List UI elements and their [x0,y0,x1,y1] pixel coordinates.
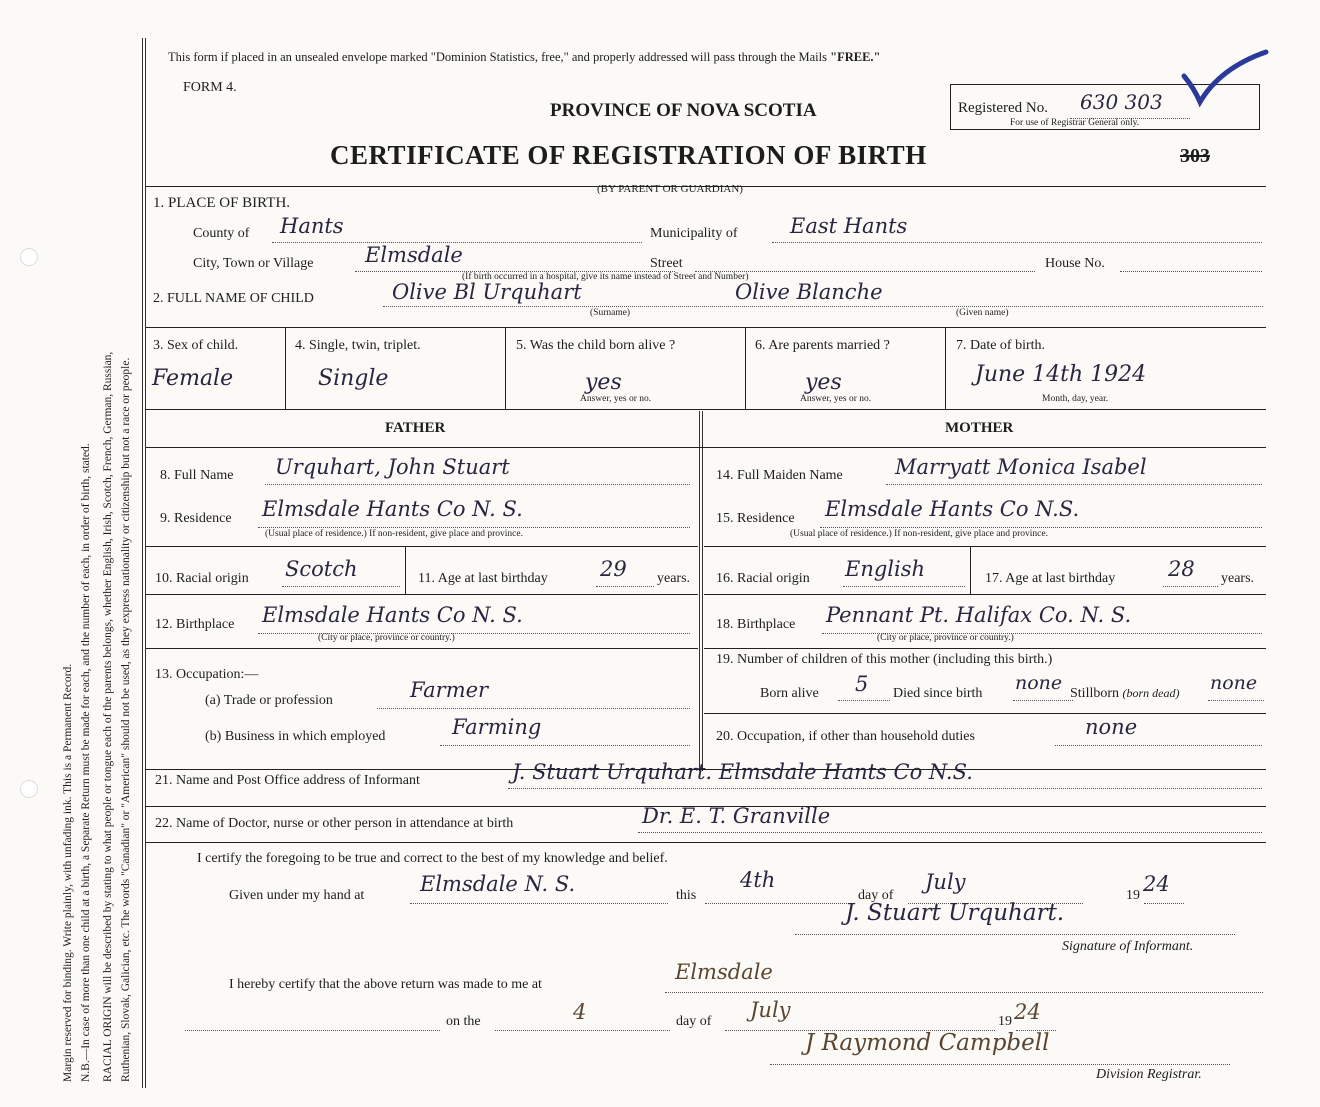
father-race-line [282,586,400,587]
divider [285,327,286,409]
trade-value: Farmer [410,678,489,702]
rule-f1 [146,546,698,547]
margin-note-3: RACIAL ORIGIN will be described by stating to what people or tongue each of the parents belongs, whether English, Irish, Scotch, French, German, Russian, [102,351,114,1082]
margin-note-2: N.B.—In case of more than one child at a birth, a Separate Return must be made for each, and the number of each, in order of birth, stated. [80,443,92,1082]
mail-notice-free: "FREE." [830,50,881,64]
mother-residence-note: (Usual place of residence.) If non-resident, give place and province. [790,529,1048,539]
hospital-note: (If birth occurred in a hospital, give its name instead of Street and Number) [462,272,749,282]
sex-value: Female [152,366,234,391]
informant-value: J. Stuart Urquhart. Elmsdale Hants Co N.S. [512,760,973,784]
parents-married-value: yes [805,370,842,395]
mother-birthplace: Pennant Pt. Halifax Co. N. S. [826,603,1132,627]
mail-notice-text: This form if placed in an unsealed envelope marked "Dominion Statistics, free," and properly addressed will pass through the Mails [168,50,831,64]
informant-signature: J. Stuart Urquhart. [845,900,1065,926]
municipality-label: Municipality of [650,226,738,241]
municipality-value: East Hants [790,214,908,238]
given-day-line [705,903,855,904]
rule-m1 [704,546,1266,547]
this-label: this [676,888,697,903]
given-place-line [410,903,668,904]
rule-4 [146,447,1266,448]
rule-2 [146,327,1266,328]
informant-line [508,788,1262,789]
child-name-label: 2. FULL NAME OF CHILD [153,291,314,306]
registrar-pre-line [185,1030,440,1031]
mother-residence-label: 15. Residence [716,511,795,526]
born-alive-count: 5 [855,672,869,696]
given-dayof-label: day of [858,888,894,903]
mother-birthplace-note: (City or place, province or country.) [877,633,1014,643]
registrar-signature-label: Division Registrar. [1096,1067,1202,1082]
rule-3 [146,409,1266,410]
child-name-line [383,306,1263,307]
rule-7 [146,842,1266,843]
divider [405,546,406,594]
father-birthplace-note: (City or place, province or country.) [318,633,455,643]
registrar-place-line [665,992,1263,993]
father-name: Urquhart, John Stuart [275,455,510,479]
given-place: Elmsdale N. S. [420,872,576,896]
mother-name-label: 14. Full Maiden Name [716,468,843,483]
father-residence-note: (Usual place of residence.) If non-resident, give place and province. [265,529,523,539]
street-label: Street [650,256,683,271]
surname-note: (Surname) [590,308,631,318]
business-line [440,745,690,746]
born-alive-label: 5. Was the child born alive ? [516,338,676,353]
born-alive-count-line [838,700,890,701]
trade-line [377,708,690,709]
sex-label: 3. Sex of child. [153,338,239,353]
informant-label: 21. Name and Post Office address of Informant [155,773,420,788]
father-name-line [265,484,690,485]
plurality-label: 4. Single, twin, triplet. [295,338,421,353]
rule-f3 [146,648,698,649]
city-label: City, Town or Village [193,256,314,271]
mother-residence: Elmsdale Hants Co N.S. [825,497,1080,521]
died-line [1013,700,1073,701]
occupation-label: 13. Occupation:— [155,667,259,682]
mail-notice [168,50,880,65]
mother-occupation: none [1085,715,1138,739]
father-birthplace: Elmsdale Hants Co N. S. [262,603,523,627]
father-residence-line [258,527,690,528]
registrar-signature-line [770,1064,1230,1065]
father-residence-label: 9. Residence [160,511,232,526]
rule-m2 [704,594,1266,595]
registrar-year: 24 [1014,1000,1041,1024]
rule-f2 [146,594,698,595]
registrar-month: July [750,998,791,1022]
mother-age-line [1163,586,1218,587]
father-birthplace-label: 12. Birthplace [155,617,235,632]
children-count-label: 19. Number of children of this mother (including this birth.) [716,652,1053,667]
mother-name: Marryatt Monica Isabel [895,455,1147,479]
registrar-signature: J Raymond Campbell [805,1030,1050,1056]
father-age: 29 [600,557,627,581]
father-heading: FATHER [385,420,446,436]
given-year-prefix: 19 [1126,888,1140,903]
divider [945,327,946,409]
certificate-title: CERTIFICATE OF REGISTRATION OF BIRTH [330,140,927,170]
stillborn-line [1208,700,1264,701]
died-value: none [1015,672,1063,694]
column-divider [699,411,703,771]
county-label: County of [193,226,250,241]
mother-race: English [845,557,926,581]
margin-note-1: Margin reserved for binding. Write plainly, with unfading ink. This is a Permanent Record. [62,663,74,1082]
registrar-on-label: on the [446,1014,481,1029]
margin-note-4: Ruthenian, Slovak, Galician, etc. The words "Canadian" or "American" should not be used, as they express nationality or citizenship but not a race or people. [120,357,132,1082]
header-rule [146,186,1266,187]
birth-date-note: Month, day, year. [1042,394,1109,404]
divider [745,327,746,409]
given-label: Given under my hand at [229,888,365,903]
registered-number: 630 303 [1080,90,1163,114]
binding-hole [20,780,38,798]
father-race-label: 10. Racial origin [155,571,249,586]
born-alive-count-label: Born alive [760,686,819,701]
given-year-line [1144,903,1184,904]
county-value: Hants [280,214,344,238]
registrar-note: For use of Registrar General only. [1010,118,1140,128]
registrar-year-prefix: 19 [998,1014,1012,1029]
mother-race-line [843,586,965,587]
province-heading: PROVINCE OF NOVA SCOTIA [550,100,817,121]
registrar-place: Elmsdale [675,960,773,984]
trade-label: (a) Trade or profession [205,693,333,708]
mother-years: years. [1221,571,1255,586]
certify-statement: I certify the foregoing to be true and correct to the best of my knowledge and belief. [197,851,668,866]
registrar-day-line [495,1030,670,1031]
father-race: Scotch [285,557,358,581]
rule-m4 [704,713,1266,714]
mother-name-line [886,484,1262,485]
rule-m3 [704,648,1266,649]
mother-age-label: 17. Age at last birthday [985,571,1116,586]
mother-occupation-label: 20. Occupation, if other than household duties [716,729,975,744]
divider [505,327,506,409]
stillborn-value: none [1210,672,1258,694]
mother-race-label: 16. Racial origin [716,571,810,586]
birth-date-label: 7. Date of birth. [956,338,1046,353]
registered-label: Registered No. [958,100,1048,116]
corner-number: 303 [1180,145,1210,167]
mother-occupation-line [1055,745,1262,746]
house-label: House No. [1045,256,1105,271]
given-year: 24 [1143,872,1170,896]
stillborn-note: (born dead) [1122,686,1180,700]
died-label: Died since birth [893,686,983,701]
business-label: (b) Business in which employed [205,729,386,744]
binding-hole [20,248,38,266]
doctor-value: Dr. E. T. Granville [642,804,831,828]
parents-married-note: Answer, yes or no. [800,394,872,404]
mother-residence-line [820,527,1262,528]
father-name-label: 8. Full Name [160,468,234,483]
certificate-subtitle: (BY PARENT OR GUARDIAN) [597,183,743,195]
plurality-value: Single [318,366,389,391]
child-given-name: Olive Blanche [735,280,883,304]
parents-married-label: 6. Are parents married ? [755,338,890,353]
divider [970,546,971,594]
business-value: Farming [452,715,542,739]
house-line [1120,271,1262,272]
stillborn-label [1070,686,1180,702]
given-day: 4th [740,868,776,892]
informant-signature-label: Signature of Informant. [1062,939,1194,954]
child-surname: Olive Bl Urquhart [392,280,582,304]
place-heading: 1. PLACE OF BIRTH. [153,195,291,211]
stillborn-text: Stillborn [1070,686,1120,701]
mother-birthplace-label: 18. Birthplace [716,617,796,632]
father-age-label: 11. Age at last birthday [418,571,548,586]
city-value: Elmsdale [365,243,463,267]
informant-signature-line [795,934,1235,935]
birth-date-value: June 14th 1924 [975,362,1147,387]
given-name-note: (Given name) [956,308,1009,318]
mother-age: 28 [1168,557,1195,581]
given-month: July [925,870,966,894]
father-residence: Elmsdale Hants Co N. S. [262,497,523,521]
father-age-line [596,586,654,587]
form-number: FORM 4. [183,80,237,95]
registrar-day: 4 [573,1000,587,1024]
father-years: years. [657,571,691,586]
doctor-line [638,832,1262,833]
born-alive-note: Answer, yes or no. [580,394,652,404]
checkmark-icon [1180,48,1270,110]
mother-heading: MOTHER [945,420,1014,436]
born-alive-value: yes [585,370,622,395]
binding-border [142,38,146,1088]
doctor-label: 22. Name of Doctor, nurse or other person in attendance at birth [155,816,514,831]
registrar-dayof-label: day of [676,1014,712,1029]
registrar-statement: I hereby certify that the above return was made to me at [229,977,542,992]
municipality-line [772,242,1262,243]
